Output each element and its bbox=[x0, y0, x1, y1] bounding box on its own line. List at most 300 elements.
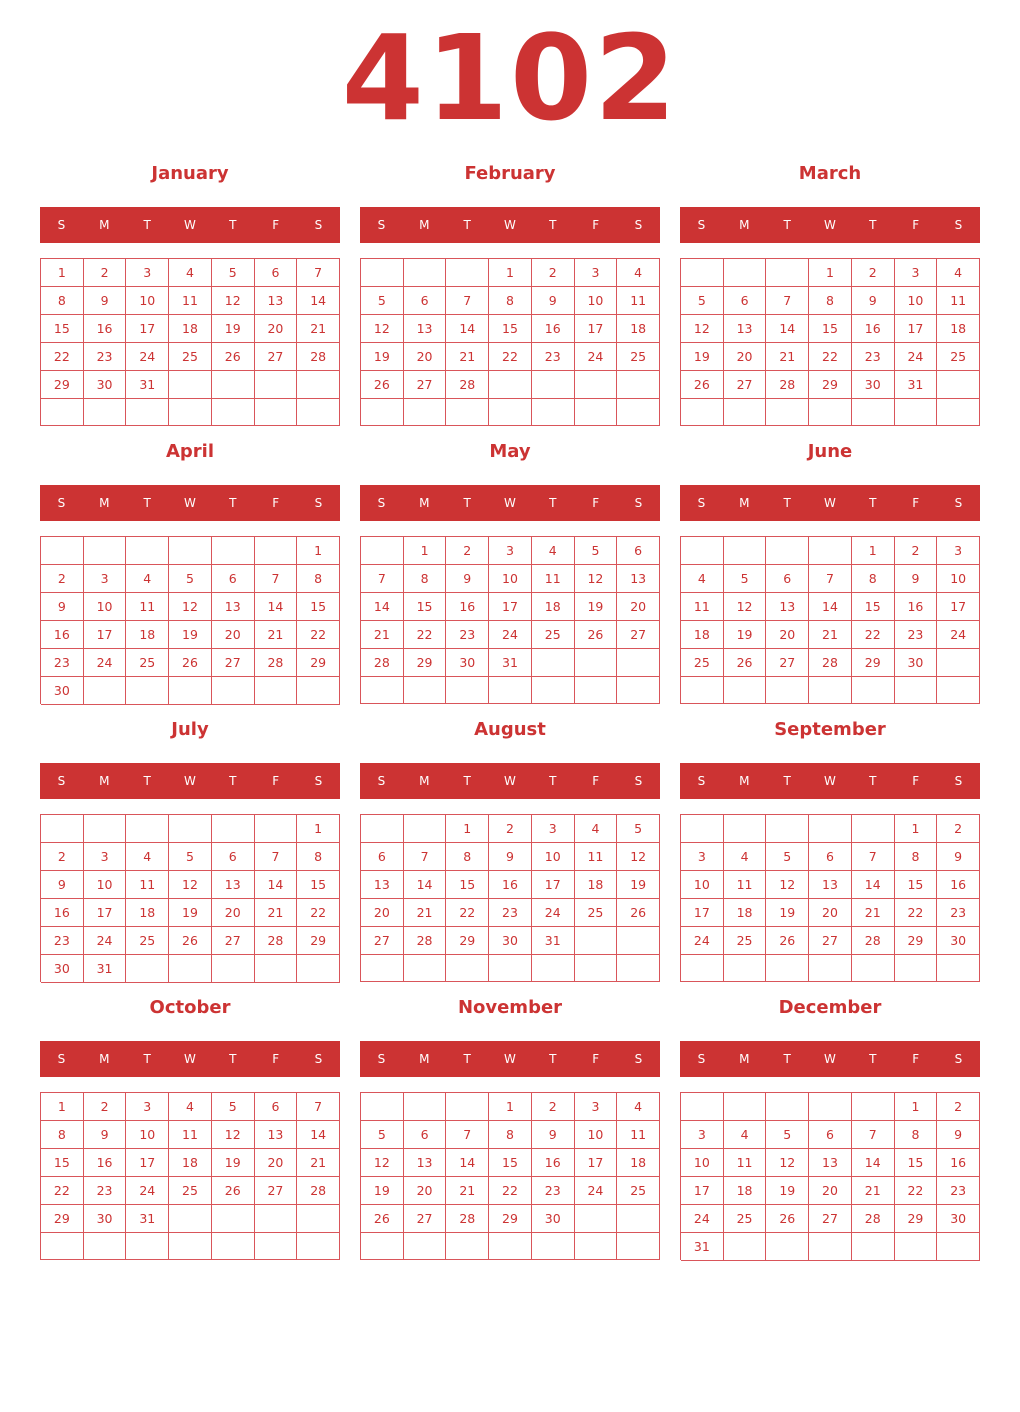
empty-cell bbox=[169, 537, 212, 565]
weekday-label: T bbox=[869, 496, 877, 510]
day-cell: 30 bbox=[446, 649, 489, 677]
day-cell: 14 bbox=[255, 593, 298, 621]
empty-cell bbox=[617, 399, 660, 426]
day-cell: 17 bbox=[681, 1177, 724, 1205]
day-cell: 8 bbox=[852, 565, 895, 593]
day-cell: 15 bbox=[41, 1149, 84, 1177]
day-cell: 28 bbox=[446, 1205, 489, 1233]
empty-cell bbox=[361, 1093, 404, 1121]
day-cell: 7 bbox=[255, 843, 298, 871]
day-cell: 18 bbox=[681, 621, 724, 649]
day-cell: 4 bbox=[169, 1093, 212, 1121]
empty-cell bbox=[937, 955, 980, 982]
day-grid bbox=[680, 536, 980, 704]
empty-cell bbox=[446, 259, 489, 287]
weekday-header bbox=[680, 485, 980, 521]
day-cell: 6 bbox=[212, 565, 255, 593]
day-cell: 28 bbox=[404, 927, 447, 955]
weekday-label: T bbox=[549, 496, 557, 510]
weekday-label: W bbox=[824, 774, 836, 788]
day-cell: 15 bbox=[297, 871, 340, 899]
empty-cell bbox=[169, 955, 212, 983]
weekday-label: M bbox=[739, 774, 750, 788]
weekday-label: S bbox=[954, 1052, 963, 1066]
empty-cell bbox=[446, 1093, 489, 1121]
month-name: November bbox=[457, 997, 563, 1018]
day-cell: 24 bbox=[126, 343, 169, 371]
day-cell: 27 bbox=[617, 621, 660, 649]
day-cell: 17 bbox=[84, 621, 127, 649]
weekday-label: S bbox=[377, 218, 386, 232]
weekday-label: F bbox=[912, 496, 920, 510]
weekday-label: S bbox=[57, 218, 66, 232]
day-cell: 14 bbox=[404, 871, 447, 899]
day-cell: 30 bbox=[84, 371, 127, 399]
day-cell: 4 bbox=[532, 537, 575, 565]
day-cell: 7 bbox=[766, 287, 809, 315]
day-cell: 5 bbox=[766, 1121, 809, 1149]
day-cell: 6 bbox=[404, 1121, 447, 1149]
empty-cell bbox=[169, 815, 212, 843]
day-cell: 14 bbox=[766, 315, 809, 343]
day-cell: 22 bbox=[895, 899, 938, 927]
empty-cell bbox=[446, 1233, 489, 1260]
day-cell: 1 bbox=[895, 1093, 938, 1121]
day-cell: 1 bbox=[446, 815, 489, 843]
empty-cell bbox=[41, 1233, 84, 1260]
day-cell: 20 bbox=[255, 315, 298, 343]
weekday-header bbox=[680, 207, 980, 243]
weekday-label: S bbox=[57, 1052, 66, 1066]
day-cell: 19 bbox=[212, 315, 255, 343]
day-cell: 3 bbox=[84, 565, 127, 593]
weekday-label: T bbox=[463, 496, 471, 510]
day-cell: 27 bbox=[361, 927, 404, 955]
day-cell: 8 bbox=[895, 843, 938, 871]
day-cell: 30 bbox=[937, 927, 980, 955]
day-cell: 16 bbox=[852, 315, 895, 343]
day-cell: 11 bbox=[681, 593, 724, 621]
day-cell: 13 bbox=[809, 871, 852, 899]
empty-cell bbox=[766, 1233, 809, 1261]
empty-cell bbox=[681, 955, 724, 982]
day-cell: 10 bbox=[84, 593, 127, 621]
day-cell: 18 bbox=[169, 315, 212, 343]
empty-cell bbox=[212, 677, 255, 705]
day-cell: 31 bbox=[895, 371, 938, 399]
day-cell: 17 bbox=[681, 899, 724, 927]
day-cell: 27 bbox=[255, 1177, 298, 1205]
day-grid bbox=[360, 536, 660, 704]
day-cell: 25 bbox=[724, 927, 767, 955]
day-cell: 25 bbox=[617, 343, 660, 371]
day-cell: 11 bbox=[575, 843, 618, 871]
day-cell: 13 bbox=[724, 315, 767, 343]
empty-cell bbox=[255, 537, 298, 565]
day-cell: 23 bbox=[852, 343, 895, 371]
day-cell: 12 bbox=[169, 871, 212, 899]
day-cell: 2 bbox=[852, 259, 895, 287]
day-cell: 1 bbox=[41, 1093, 84, 1121]
day-cell: 29 bbox=[895, 1205, 938, 1233]
empty-cell bbox=[852, 815, 895, 843]
month-name: September bbox=[774, 719, 886, 740]
weekday-label: W bbox=[824, 1052, 836, 1066]
day-cell: 19 bbox=[766, 1177, 809, 1205]
day-cell: 25 bbox=[532, 621, 575, 649]
empty-cell bbox=[766, 677, 809, 704]
day-cell: 24 bbox=[895, 343, 938, 371]
weekday-label: S bbox=[697, 496, 706, 510]
weekday-label: W bbox=[184, 496, 196, 510]
weekday-label: T bbox=[143, 774, 151, 788]
empty-cell bbox=[212, 537, 255, 565]
empty-cell bbox=[852, 955, 895, 982]
day-cell: 4 bbox=[724, 843, 767, 871]
weekday-label: T bbox=[869, 774, 877, 788]
empty-cell bbox=[126, 955, 169, 983]
empty-cell bbox=[489, 677, 532, 704]
day-cell: 9 bbox=[852, 287, 895, 315]
empty-cell bbox=[617, 649, 660, 677]
empty-cell bbox=[809, 677, 852, 704]
day-cell: 21 bbox=[404, 899, 447, 927]
day-cell: 21 bbox=[446, 1177, 489, 1205]
day-cell: 9 bbox=[532, 1121, 575, 1149]
day-cell: 20 bbox=[212, 621, 255, 649]
day-cell: 27 bbox=[809, 1205, 852, 1233]
day-cell: 10 bbox=[489, 565, 532, 593]
day-cell: 19 bbox=[724, 621, 767, 649]
year-title: 4102 bbox=[341, 9, 679, 147]
weekday-label: M bbox=[99, 1052, 110, 1066]
day-cell: 5 bbox=[169, 565, 212, 593]
day-grid bbox=[360, 814, 660, 982]
month-name: July bbox=[171, 719, 209, 740]
day-cell: 10 bbox=[532, 843, 575, 871]
day-cell: 16 bbox=[532, 315, 575, 343]
day-cell: 16 bbox=[532, 1149, 575, 1177]
day-cell: 25 bbox=[169, 343, 212, 371]
day-cell: 24 bbox=[681, 927, 724, 955]
empty-cell bbox=[361, 955, 404, 982]
empty-cell bbox=[895, 399, 938, 426]
empty-cell bbox=[404, 259, 447, 287]
day-cell: 17 bbox=[126, 1149, 169, 1177]
day-cell: 8 bbox=[41, 1121, 84, 1149]
day-cell: 3 bbox=[532, 815, 575, 843]
empty-cell bbox=[532, 955, 575, 982]
weekday-label: S bbox=[314, 218, 323, 232]
day-cell: 18 bbox=[169, 1149, 212, 1177]
empty-cell bbox=[212, 815, 255, 843]
weekday-header bbox=[40, 207, 340, 243]
day-cell: 24 bbox=[937, 621, 980, 649]
empty-cell bbox=[681, 537, 724, 565]
weekday-label: F bbox=[912, 1052, 920, 1066]
day-cell: 17 bbox=[489, 593, 532, 621]
day-cell: 12 bbox=[766, 1149, 809, 1177]
day-cell: 25 bbox=[169, 1177, 212, 1205]
day-cell: 3 bbox=[681, 843, 724, 871]
weekday-label: T bbox=[783, 774, 791, 788]
day-cell: 25 bbox=[724, 1205, 767, 1233]
weekday-header bbox=[360, 485, 660, 521]
day-cell: 29 bbox=[446, 927, 489, 955]
weekday-label: S bbox=[314, 1052, 323, 1066]
day-cell: 11 bbox=[126, 871, 169, 899]
empty-cell bbox=[126, 399, 169, 426]
day-cell: 28 bbox=[446, 371, 489, 399]
day-cell: 3 bbox=[489, 537, 532, 565]
weekday-label: F bbox=[912, 774, 920, 788]
weekday-label: T bbox=[229, 496, 237, 510]
day-cell: 18 bbox=[126, 621, 169, 649]
weekday-label: S bbox=[954, 496, 963, 510]
empty-cell bbox=[617, 677, 660, 704]
weekday-label: W bbox=[504, 774, 516, 788]
empty-cell bbox=[724, 399, 767, 426]
empty-cell bbox=[361, 259, 404, 287]
empty-cell bbox=[895, 955, 938, 982]
empty-cell bbox=[766, 815, 809, 843]
day-cell: 14 bbox=[361, 593, 404, 621]
day-cell: 21 bbox=[446, 343, 489, 371]
day-cell: 30 bbox=[489, 927, 532, 955]
day-cell: 26 bbox=[575, 621, 618, 649]
day-cell: 22 bbox=[297, 899, 340, 927]
weekday-label: W bbox=[504, 218, 516, 232]
day-cell: 9 bbox=[84, 1121, 127, 1149]
day-cell: 10 bbox=[84, 871, 127, 899]
day-cell: 1 bbox=[489, 259, 532, 287]
day-cell: 10 bbox=[575, 287, 618, 315]
day-cell: 26 bbox=[766, 927, 809, 955]
weekday-label: T bbox=[229, 218, 237, 232]
day-cell: 6 bbox=[809, 1121, 852, 1149]
month-name: February bbox=[464, 163, 556, 184]
day-cell: 20 bbox=[809, 1177, 852, 1205]
empty-cell bbox=[575, 927, 618, 955]
day-cell: 19 bbox=[361, 1177, 404, 1205]
month-name: August bbox=[474, 719, 546, 740]
empty-cell bbox=[617, 1205, 660, 1233]
day-cell: 5 bbox=[681, 287, 724, 315]
empty-cell bbox=[212, 1233, 255, 1260]
empty-cell bbox=[255, 955, 298, 983]
empty-cell bbox=[575, 677, 618, 704]
empty-cell bbox=[169, 1233, 212, 1260]
day-cell: 2 bbox=[489, 815, 532, 843]
day-cell: 15 bbox=[809, 315, 852, 343]
day-cell: 21 bbox=[852, 899, 895, 927]
day-cell: 1 bbox=[895, 815, 938, 843]
day-cell: 27 bbox=[809, 927, 852, 955]
day-cell: 4 bbox=[126, 565, 169, 593]
empty-cell bbox=[84, 815, 127, 843]
day-cell: 5 bbox=[212, 259, 255, 287]
day-grid bbox=[680, 814, 980, 982]
weekday-label: M bbox=[419, 218, 430, 232]
day-cell: 27 bbox=[404, 1205, 447, 1233]
weekday-header bbox=[680, 1041, 980, 1077]
day-cell: 29 bbox=[41, 1205, 84, 1233]
day-cell: 16 bbox=[41, 899, 84, 927]
empty-cell bbox=[489, 399, 532, 426]
day-cell: 20 bbox=[766, 621, 809, 649]
weekday-header bbox=[40, 763, 340, 799]
empty-cell bbox=[724, 955, 767, 982]
month-name: March bbox=[798, 163, 862, 184]
empty-cell bbox=[724, 677, 767, 704]
day-cell: 23 bbox=[532, 1177, 575, 1205]
weekday-label: S bbox=[57, 774, 66, 788]
day-cell: 5 bbox=[575, 537, 618, 565]
day-cell: 16 bbox=[937, 871, 980, 899]
empty-cell bbox=[852, 1093, 895, 1121]
day-cell: 21 bbox=[766, 343, 809, 371]
weekday-label: T bbox=[463, 774, 471, 788]
day-cell: 7 bbox=[809, 565, 852, 593]
weekday-label: W bbox=[184, 1052, 196, 1066]
day-cell: 27 bbox=[212, 927, 255, 955]
day-cell: 9 bbox=[446, 565, 489, 593]
day-cell: 27 bbox=[724, 371, 767, 399]
day-cell: 1 bbox=[489, 1093, 532, 1121]
day-cell: 27 bbox=[766, 649, 809, 677]
empty-cell bbox=[681, 1093, 724, 1121]
day-cell: 23 bbox=[937, 899, 980, 927]
day-cell: 9 bbox=[41, 593, 84, 621]
day-cell: 3 bbox=[681, 1121, 724, 1149]
day-cell: 21 bbox=[297, 1149, 340, 1177]
empty-cell bbox=[489, 371, 532, 399]
weekday-label: F bbox=[592, 1052, 600, 1066]
day-cell: 24 bbox=[84, 649, 127, 677]
empty-cell bbox=[724, 259, 767, 287]
empty-cell bbox=[126, 677, 169, 705]
day-cell: 26 bbox=[212, 343, 255, 371]
day-grid bbox=[680, 1092, 980, 1260]
day-cell: 11 bbox=[532, 565, 575, 593]
day-cell: 28 bbox=[255, 649, 298, 677]
weekday-header bbox=[40, 1041, 340, 1077]
day-cell: 26 bbox=[361, 371, 404, 399]
day-cell: 21 bbox=[255, 621, 298, 649]
day-cell: 24 bbox=[489, 621, 532, 649]
day-cell: 20 bbox=[361, 899, 404, 927]
empty-cell bbox=[937, 1233, 980, 1261]
day-cell: 6 bbox=[255, 259, 298, 287]
day-cell: 23 bbox=[41, 927, 84, 955]
day-cell: 25 bbox=[681, 649, 724, 677]
day-cell: 17 bbox=[126, 315, 169, 343]
day-grid bbox=[40, 1092, 340, 1260]
weekday-label: F bbox=[592, 496, 600, 510]
day-cell: 26 bbox=[681, 371, 724, 399]
day-grid bbox=[360, 258, 660, 426]
day-cell: 14 bbox=[446, 315, 489, 343]
day-cell: 24 bbox=[575, 343, 618, 371]
day-cell: 1 bbox=[41, 259, 84, 287]
empty-cell bbox=[809, 955, 852, 982]
day-cell: 3 bbox=[575, 259, 618, 287]
weekday-label: S bbox=[697, 774, 706, 788]
weekday-label: S bbox=[377, 496, 386, 510]
day-cell: 23 bbox=[446, 621, 489, 649]
day-cell: 26 bbox=[617, 899, 660, 927]
weekday-header bbox=[360, 1041, 660, 1077]
day-cell: 18 bbox=[617, 1149, 660, 1177]
empty-cell bbox=[126, 537, 169, 565]
day-cell: 13 bbox=[404, 1149, 447, 1177]
empty-cell bbox=[212, 399, 255, 426]
weekday-label: T bbox=[143, 496, 151, 510]
empty-cell bbox=[84, 537, 127, 565]
empty-cell bbox=[446, 399, 489, 426]
day-cell: 12 bbox=[617, 843, 660, 871]
empty-cell bbox=[41, 537, 84, 565]
weekday-label: W bbox=[824, 218, 836, 232]
weekday-label: T bbox=[463, 1052, 471, 1066]
day-grid bbox=[680, 258, 980, 426]
empty-cell bbox=[766, 955, 809, 982]
day-cell: 2 bbox=[895, 537, 938, 565]
day-cell: 5 bbox=[212, 1093, 255, 1121]
day-cell: 8 bbox=[41, 287, 84, 315]
empty-cell bbox=[617, 927, 660, 955]
empty-cell bbox=[532, 649, 575, 677]
day-cell: 13 bbox=[255, 1121, 298, 1149]
weekday-label: S bbox=[634, 496, 643, 510]
day-cell: 21 bbox=[297, 315, 340, 343]
day-cell: 30 bbox=[532, 1205, 575, 1233]
day-cell: 25 bbox=[617, 1177, 660, 1205]
empty-cell bbox=[84, 1233, 127, 1260]
day-cell: 26 bbox=[766, 1205, 809, 1233]
day-cell: 18 bbox=[532, 593, 575, 621]
empty-cell bbox=[766, 537, 809, 565]
empty-cell bbox=[489, 1233, 532, 1260]
weekday-label: T bbox=[549, 1052, 557, 1066]
empty-cell bbox=[404, 815, 447, 843]
day-cell: 1 bbox=[297, 815, 340, 843]
day-cell: 20 bbox=[212, 899, 255, 927]
empty-cell bbox=[681, 677, 724, 704]
day-cell: 10 bbox=[575, 1121, 618, 1149]
empty-cell bbox=[852, 677, 895, 704]
day-grid bbox=[40, 258, 340, 426]
day-cell: 30 bbox=[852, 371, 895, 399]
day-cell: 5 bbox=[361, 1121, 404, 1149]
day-cell: 7 bbox=[852, 843, 895, 871]
empty-cell bbox=[404, 399, 447, 426]
empty-cell bbox=[681, 399, 724, 426]
day-cell: 18 bbox=[724, 1177, 767, 1205]
empty-cell bbox=[724, 1093, 767, 1121]
day-cell: 23 bbox=[937, 1177, 980, 1205]
day-cell: 23 bbox=[532, 343, 575, 371]
empty-cell bbox=[681, 815, 724, 843]
day-cell: 8 bbox=[895, 1121, 938, 1149]
day-cell: 17 bbox=[84, 899, 127, 927]
empty-cell bbox=[126, 815, 169, 843]
weekday-label: T bbox=[869, 218, 877, 232]
weekday-label: S bbox=[314, 496, 323, 510]
empty-cell bbox=[404, 1093, 447, 1121]
day-cell: 11 bbox=[617, 287, 660, 315]
weekday-label: T bbox=[549, 218, 557, 232]
